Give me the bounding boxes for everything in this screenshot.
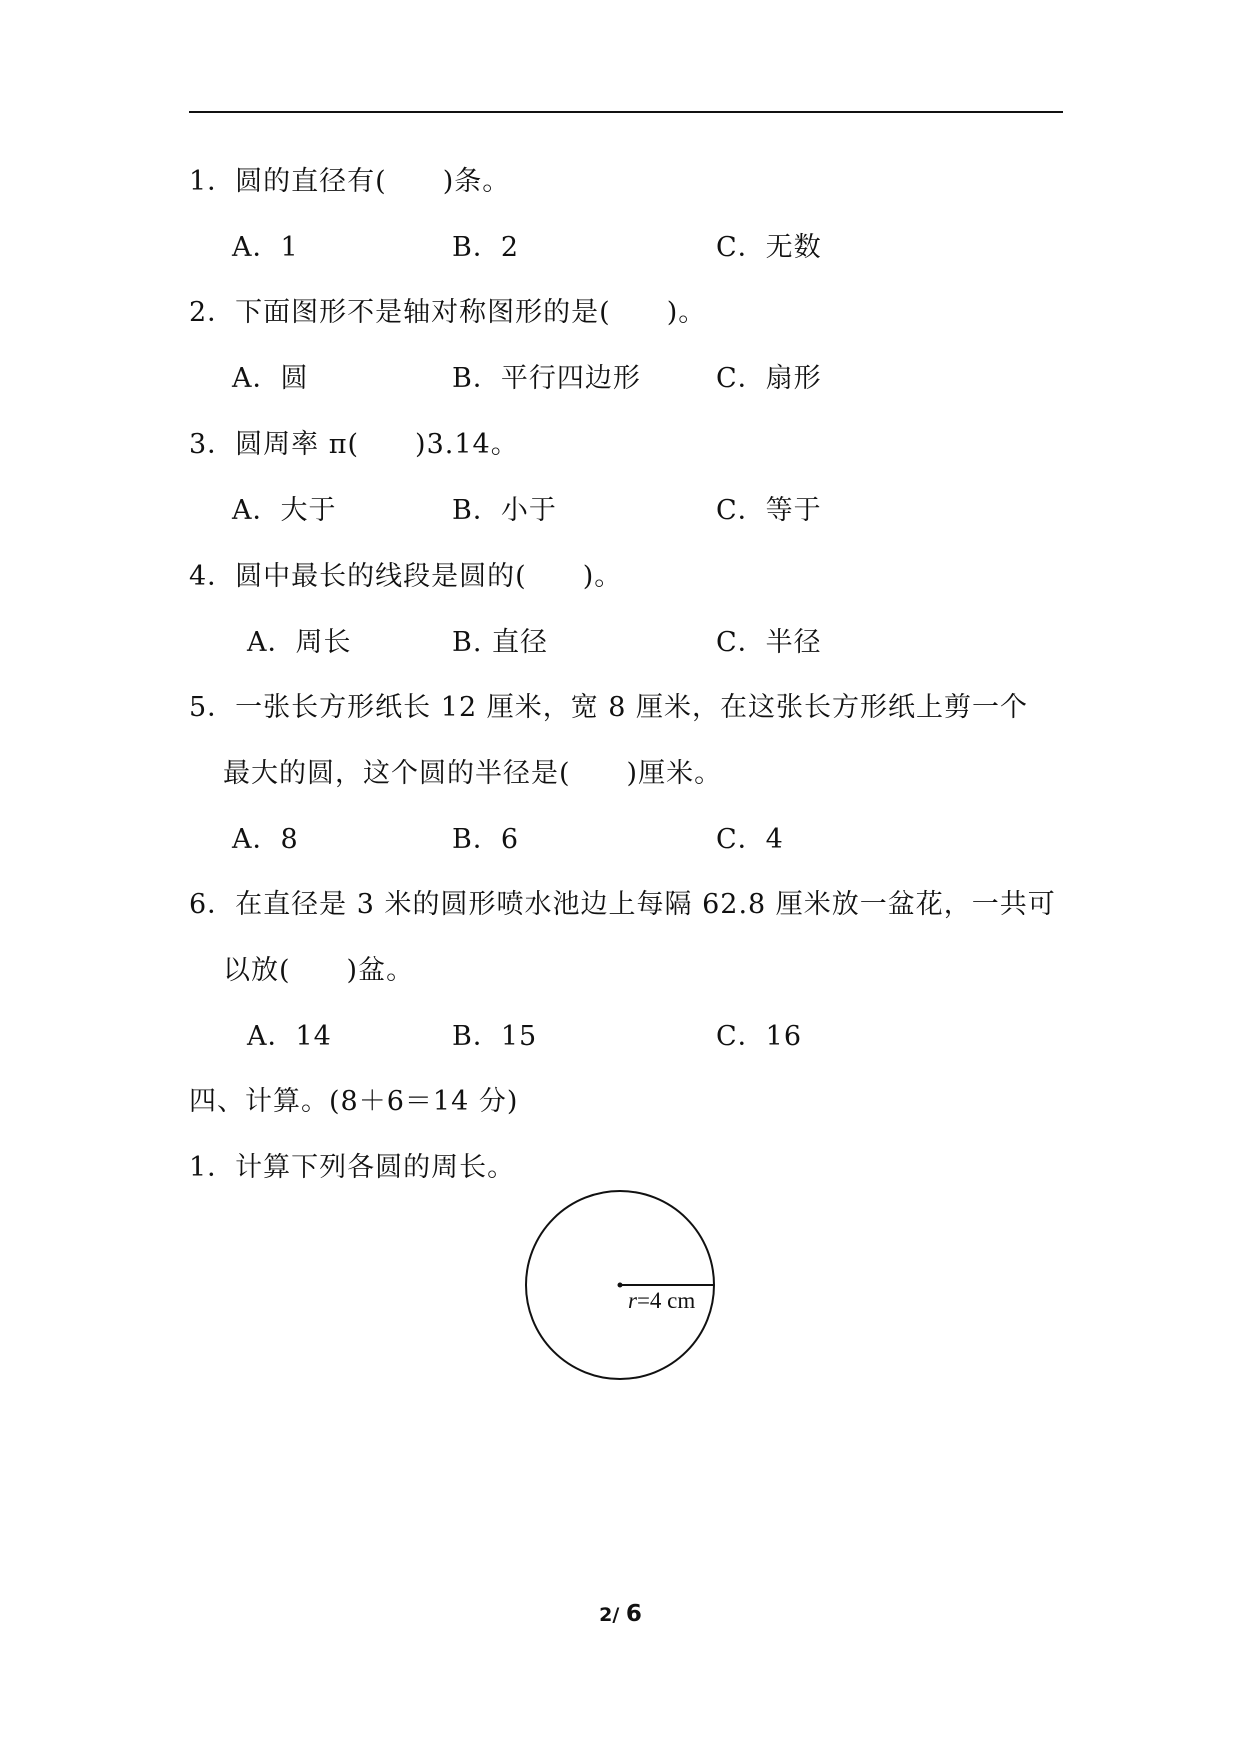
question-6-stem: 6．在直径是 3 米的圆形喷水池边上每隔 62.8 厘米放一盆花，一共可	[189, 889, 1056, 920]
question-2-option-c: C．扇形	[716, 363, 822, 394]
question-5-option-c: C．4	[716, 824, 784, 855]
question-1-option-c: C．无数	[716, 232, 822, 263]
page-number-current: 2/	[599, 1604, 620, 1626]
question-2-option-a: A．圆	[232, 363, 309, 394]
question-3-option-b: B．小于	[452, 495, 557, 526]
question-1-stem: 1．圆的直径有( )条。	[189, 166, 511, 197]
question-3-stem: 3．圆周率 π( )3.14。	[189, 429, 519, 460]
question-5-option-a: A．8	[232, 824, 299, 855]
circle-figure	[520, 1185, 720, 1385]
question-2-option-b: B．平行四边形	[452, 363, 641, 394]
question-3-option-c: C．等于	[716, 495, 822, 526]
page-number	[0, 1601, 1241, 1627]
radius-label-variable: r	[628, 1288, 637, 1313]
question-6-stem-continued: 以放( )盆。	[223, 955, 415, 986]
section-4-title: 四、计算。(8＋6＝14 分)	[189, 1086, 519, 1117]
question-6-option-c: C．16	[716, 1021, 803, 1052]
question-1-option-b: B．2	[452, 232, 520, 263]
question-5-option-b: B．6	[452, 824, 520, 855]
question-5-stem-continued: 最大的圆，这个圆的半径是( )厘米。	[223, 758, 723, 789]
question-4-stem: 4．圆中最长的线段是圆的( )。	[189, 561, 623, 592]
question-1-option-a: A．1	[232, 232, 299, 263]
radius-label-value: =4 cm	[636, 1288, 696, 1313]
radius-label	[628, 1288, 695, 1313]
question-5-stem: 5．一张长方形纸长 12 厘米，宽 8 厘米，在这张长方形纸上剪一个	[189, 692, 1029, 723]
question-6-option-a: A．14	[247, 1021, 332, 1052]
question-3-option-a: A．大于	[232, 495, 337, 526]
question-4-option-c: C．半径	[716, 627, 822, 658]
question-2-stem: 2．下面图形不是轴对称图形的是( )。	[189, 297, 707, 328]
question-4-option-b: B. 直径	[452, 627, 549, 658]
header-rule	[189, 111, 1063, 113]
question-4-option-a: A．周长	[247, 627, 352, 658]
page-number-total: 6	[625, 1601, 642, 1627]
question-6-option-b: B．15	[452, 1021, 538, 1052]
section-4-question-1: 1．计算下列各圆的周长。	[189, 1152, 516, 1183]
